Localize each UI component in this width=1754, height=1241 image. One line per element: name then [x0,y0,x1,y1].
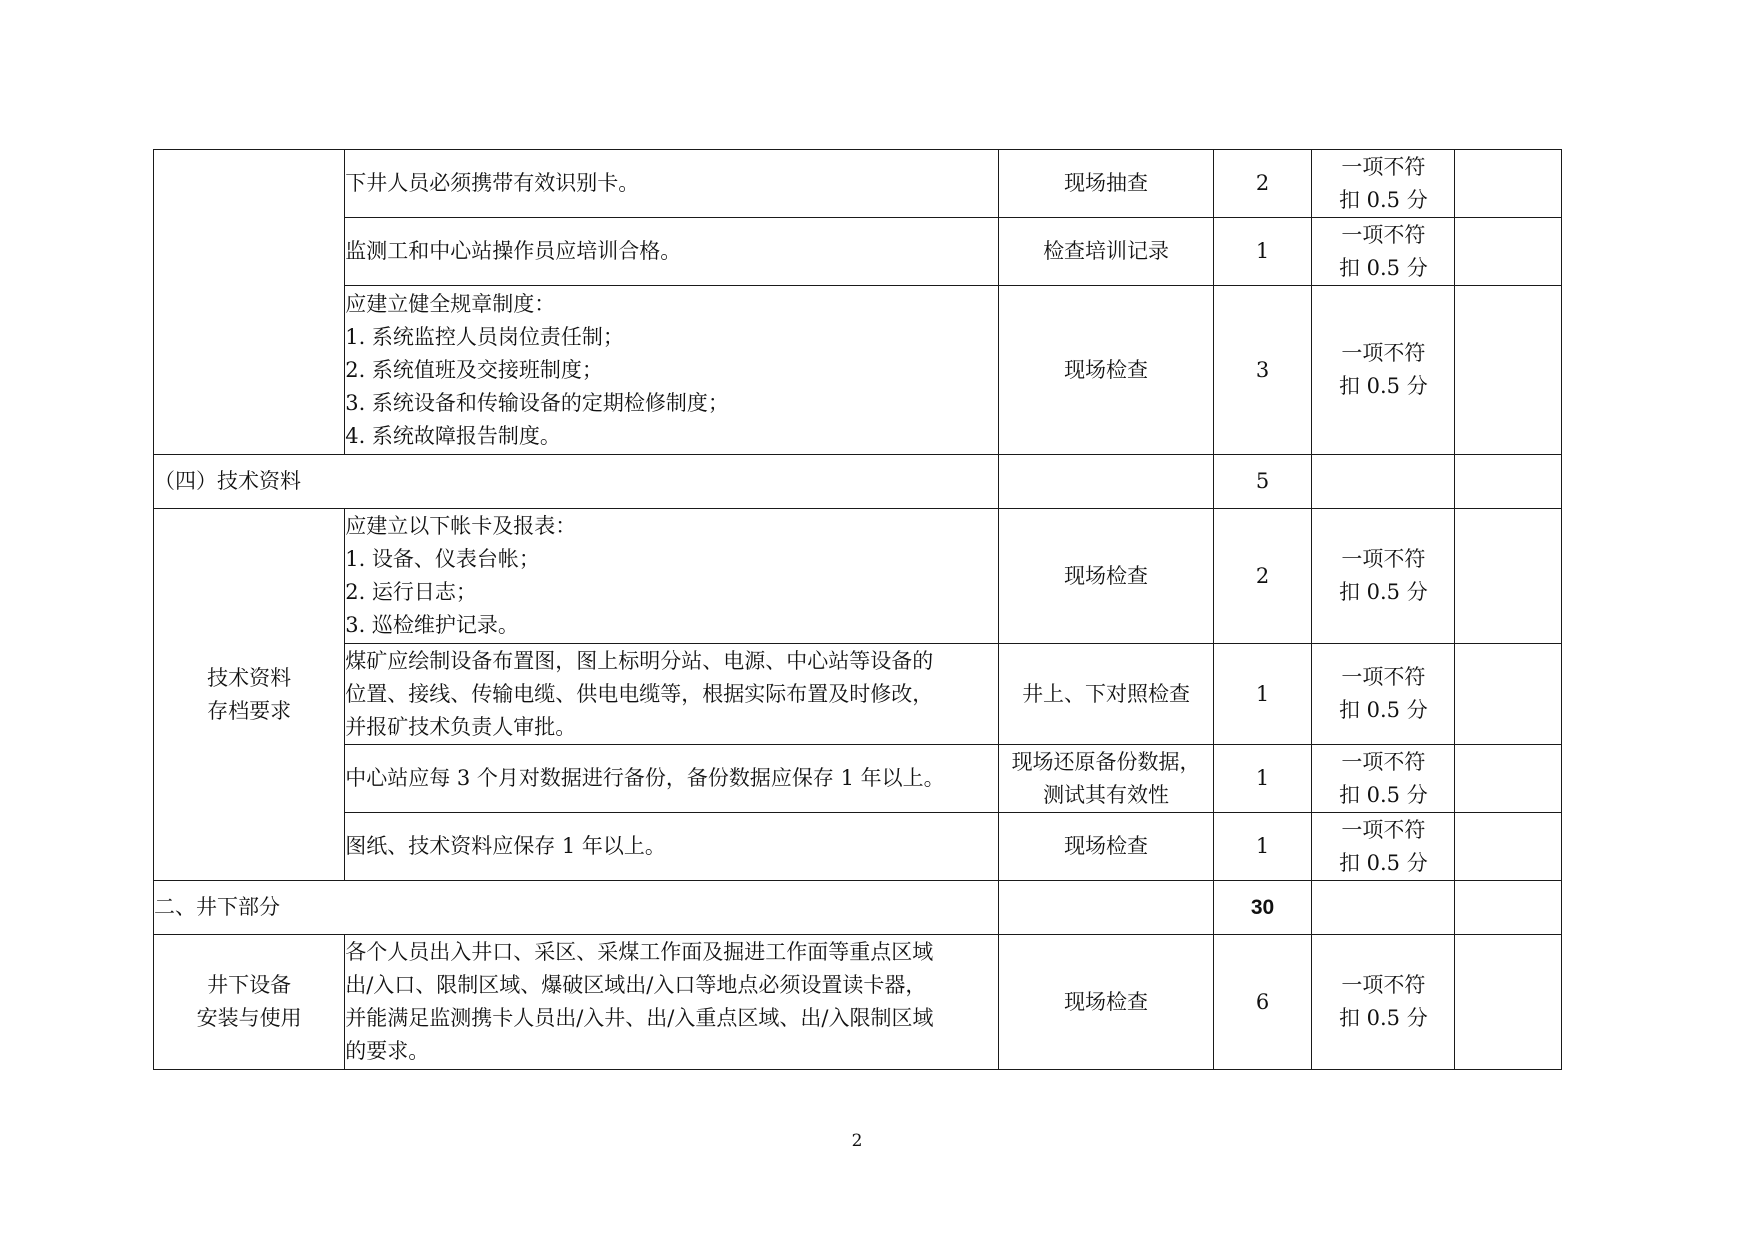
requirement-line: 2. 运行日志； [345,580,477,604]
remark-cell [1455,644,1562,745]
table-row [154,813,1562,881]
table-row [154,644,1562,745]
remark-cell [1455,745,1562,813]
deduction-line: 扣 0.5 分 [1338,698,1428,722]
remark-cell [1455,218,1562,286]
requirement-line: 1. 系统监控人员岗位责任制； [345,324,624,349]
requirement-line: 应建立以下帐卡及报表： [345,514,577,538]
requirement-line: 的要求。 [345,1039,430,1063]
requirement-cell [345,813,999,881]
section-row [154,881,1562,935]
remark-cell [1455,509,1562,644]
method-cell [999,150,1213,218]
method-text: 现场检查 [1064,989,1149,1014]
deduction-cell [1312,813,1455,881]
deduction-cell [1312,509,1455,644]
table-row [154,286,1562,455]
deduction-cell [1312,286,1455,455]
deduction-cell [1312,455,1455,509]
section-row [154,455,1562,509]
score-cell [1213,644,1312,745]
requirement-line: 2. 系统值班及交接班制度； [345,357,603,382]
deduction-cell [1312,745,1455,813]
category-line: 安装与使用 [196,1006,302,1030]
method-cell [999,455,1213,509]
requirement-cell [345,745,999,813]
score-cell [1213,150,1312,218]
score-cell [1213,745,1312,813]
method-text: 现场检查 [1064,563,1149,588]
requirement-cell [345,218,999,286]
requirement-line: 出/入口、限制区域、爆破区域出/入口等地点必须设置读卡器， [345,973,927,997]
requirement-text: 下井人员必须携带有效识别卡。 [345,171,640,195]
deduction-line: 一项不符 [1341,973,1426,997]
remark-cell [1455,286,1562,455]
inspection-table [153,149,1562,1070]
deduction-line: 一项不符 [1341,749,1426,774]
deduction-line: 一项不符 [1341,154,1426,179]
score-value: 2 [1255,563,1270,588]
section-title: （四）技术资料 [154,469,301,493]
requirement-line: 并能满足监测携卡人员出/入井、出/入重点区域、出/入限制区域 [345,1006,934,1030]
deduction-line: 扣 0.5 分 [1338,374,1428,398]
deduction-line: 一项不符 [1341,817,1426,842]
category-line: 存档要求 [207,698,292,723]
requirement-line: 位置、接线、传输电缆、供电电缆等，根据实际布置及时修改， [345,681,934,706]
category-line: 井下设备 [207,973,292,997]
method-cell [999,745,1213,813]
table-row [154,509,1562,644]
requirement-line: 4. 系统故障报告制度。 [345,423,561,448]
deduction-cell [1312,935,1455,1070]
section-score: 5 [1255,469,1270,493]
requirement-cell [345,286,999,455]
requirement-line: 并报矿技术负责人审批。 [345,714,577,739]
method-text: 现场检查 [1064,834,1149,858]
method-cell [999,935,1213,1070]
requirement-cell [345,644,999,745]
requirement-cell [345,150,999,218]
section-title-cell [154,455,999,509]
score-cell [1213,286,1312,455]
table-row [154,935,1562,1070]
remark-cell [1455,455,1562,509]
requirement-text: 图纸、技术资料应保存 1 年以上。 [345,834,666,858]
score-cell [1213,813,1312,881]
deduction-line: 一项不符 [1341,222,1426,247]
score-cell [1213,935,1312,1070]
section-title-cell [154,881,999,935]
deduction-line: 扣 0.5 分 [1338,850,1428,875]
deduction-line: 扣 0.5 分 [1338,1006,1428,1030]
section-score: 30 [1250,896,1275,919]
method-cell [999,509,1213,644]
deduction-line: 扣 0.5 分 [1338,255,1428,280]
requirement-line: 3. 系统设备和传输设备的定期检修制度； [345,390,729,415]
requirement-line: 1. 设备、仪表台帐； [345,547,540,571]
score-cell [1213,218,1312,286]
table-row [154,150,1562,218]
method-text: 现场检查 [1064,357,1149,382]
requirement-line: 3. 巡检维护记录。 [345,613,519,637]
deduction-line: 一项不符 [1341,341,1426,365]
category-cell [154,935,345,1070]
deduction-cell [1312,881,1455,935]
deduction-line: 扣 0.5 分 [1338,187,1428,212]
requirement-line: 应建立健全规章制度： [345,291,556,316]
score-value: 3 [1255,357,1270,382]
page-number: 2 [851,1131,863,1151]
deduction-cell [1312,644,1455,745]
score-value: 2 [1255,171,1270,195]
deduction-line: 一项不符 [1341,665,1426,689]
deduction-line: 扣 0.5 分 [1338,782,1428,807]
deduction-line: 扣 0.5 分 [1338,580,1428,604]
deduction-line: 一项不符 [1341,547,1426,571]
score-cell [1213,455,1312,509]
method-line: 现场还原备份数据， [1011,749,1201,774]
method-cell [999,813,1213,881]
requirement-text: 中心站应每 3 个月对数据进行备份，备份数据应保存 1 年以上。 [345,766,945,790]
section-title: 二、井下部分 [154,895,280,919]
remark-cell [1455,881,1562,935]
remark-cell [1455,150,1562,218]
method-cell [999,881,1213,935]
score-value: 1 [1255,834,1270,858]
category-cell [154,509,345,881]
requirement-line: 各个人员出入井口、采区、采煤工作面及掘进工作面等重点区域 [345,940,934,964]
category-line: 技术资料 [207,665,292,690]
category-cell-empty [154,150,345,455]
requirement-text: 监测工和中心站操作员应培训合格。 [345,239,682,263]
deduction-cell [1312,150,1455,218]
method-cell [999,286,1213,455]
requirement-cell [345,935,999,1070]
method-cell [999,218,1213,286]
requirement-cell [345,509,999,644]
method-text: 现场抽查 [1064,171,1149,195]
score-cell [1213,509,1312,644]
score-value: 1 [1255,239,1270,263]
deduction-cell [1312,218,1455,286]
score-cell [1213,881,1312,935]
method-text: 检查培训记录 [1043,239,1170,263]
requirement-line: 煤矿应绘制设备布置图，图上标明分站、电源、中心站等设备的 [345,648,934,673]
method-cell [999,644,1213,745]
table-row [154,218,1562,286]
score-value: 6 [1255,989,1270,1014]
score-value: 1 [1255,766,1270,790]
remark-cell [1455,935,1562,1070]
remark-cell [1455,813,1562,881]
score-value: 1 [1255,681,1270,706]
method-line: 测试其有效性 [1043,782,1170,807]
method-text: 井上、下对照检查 [1022,681,1191,706]
table-row [154,745,1562,813]
